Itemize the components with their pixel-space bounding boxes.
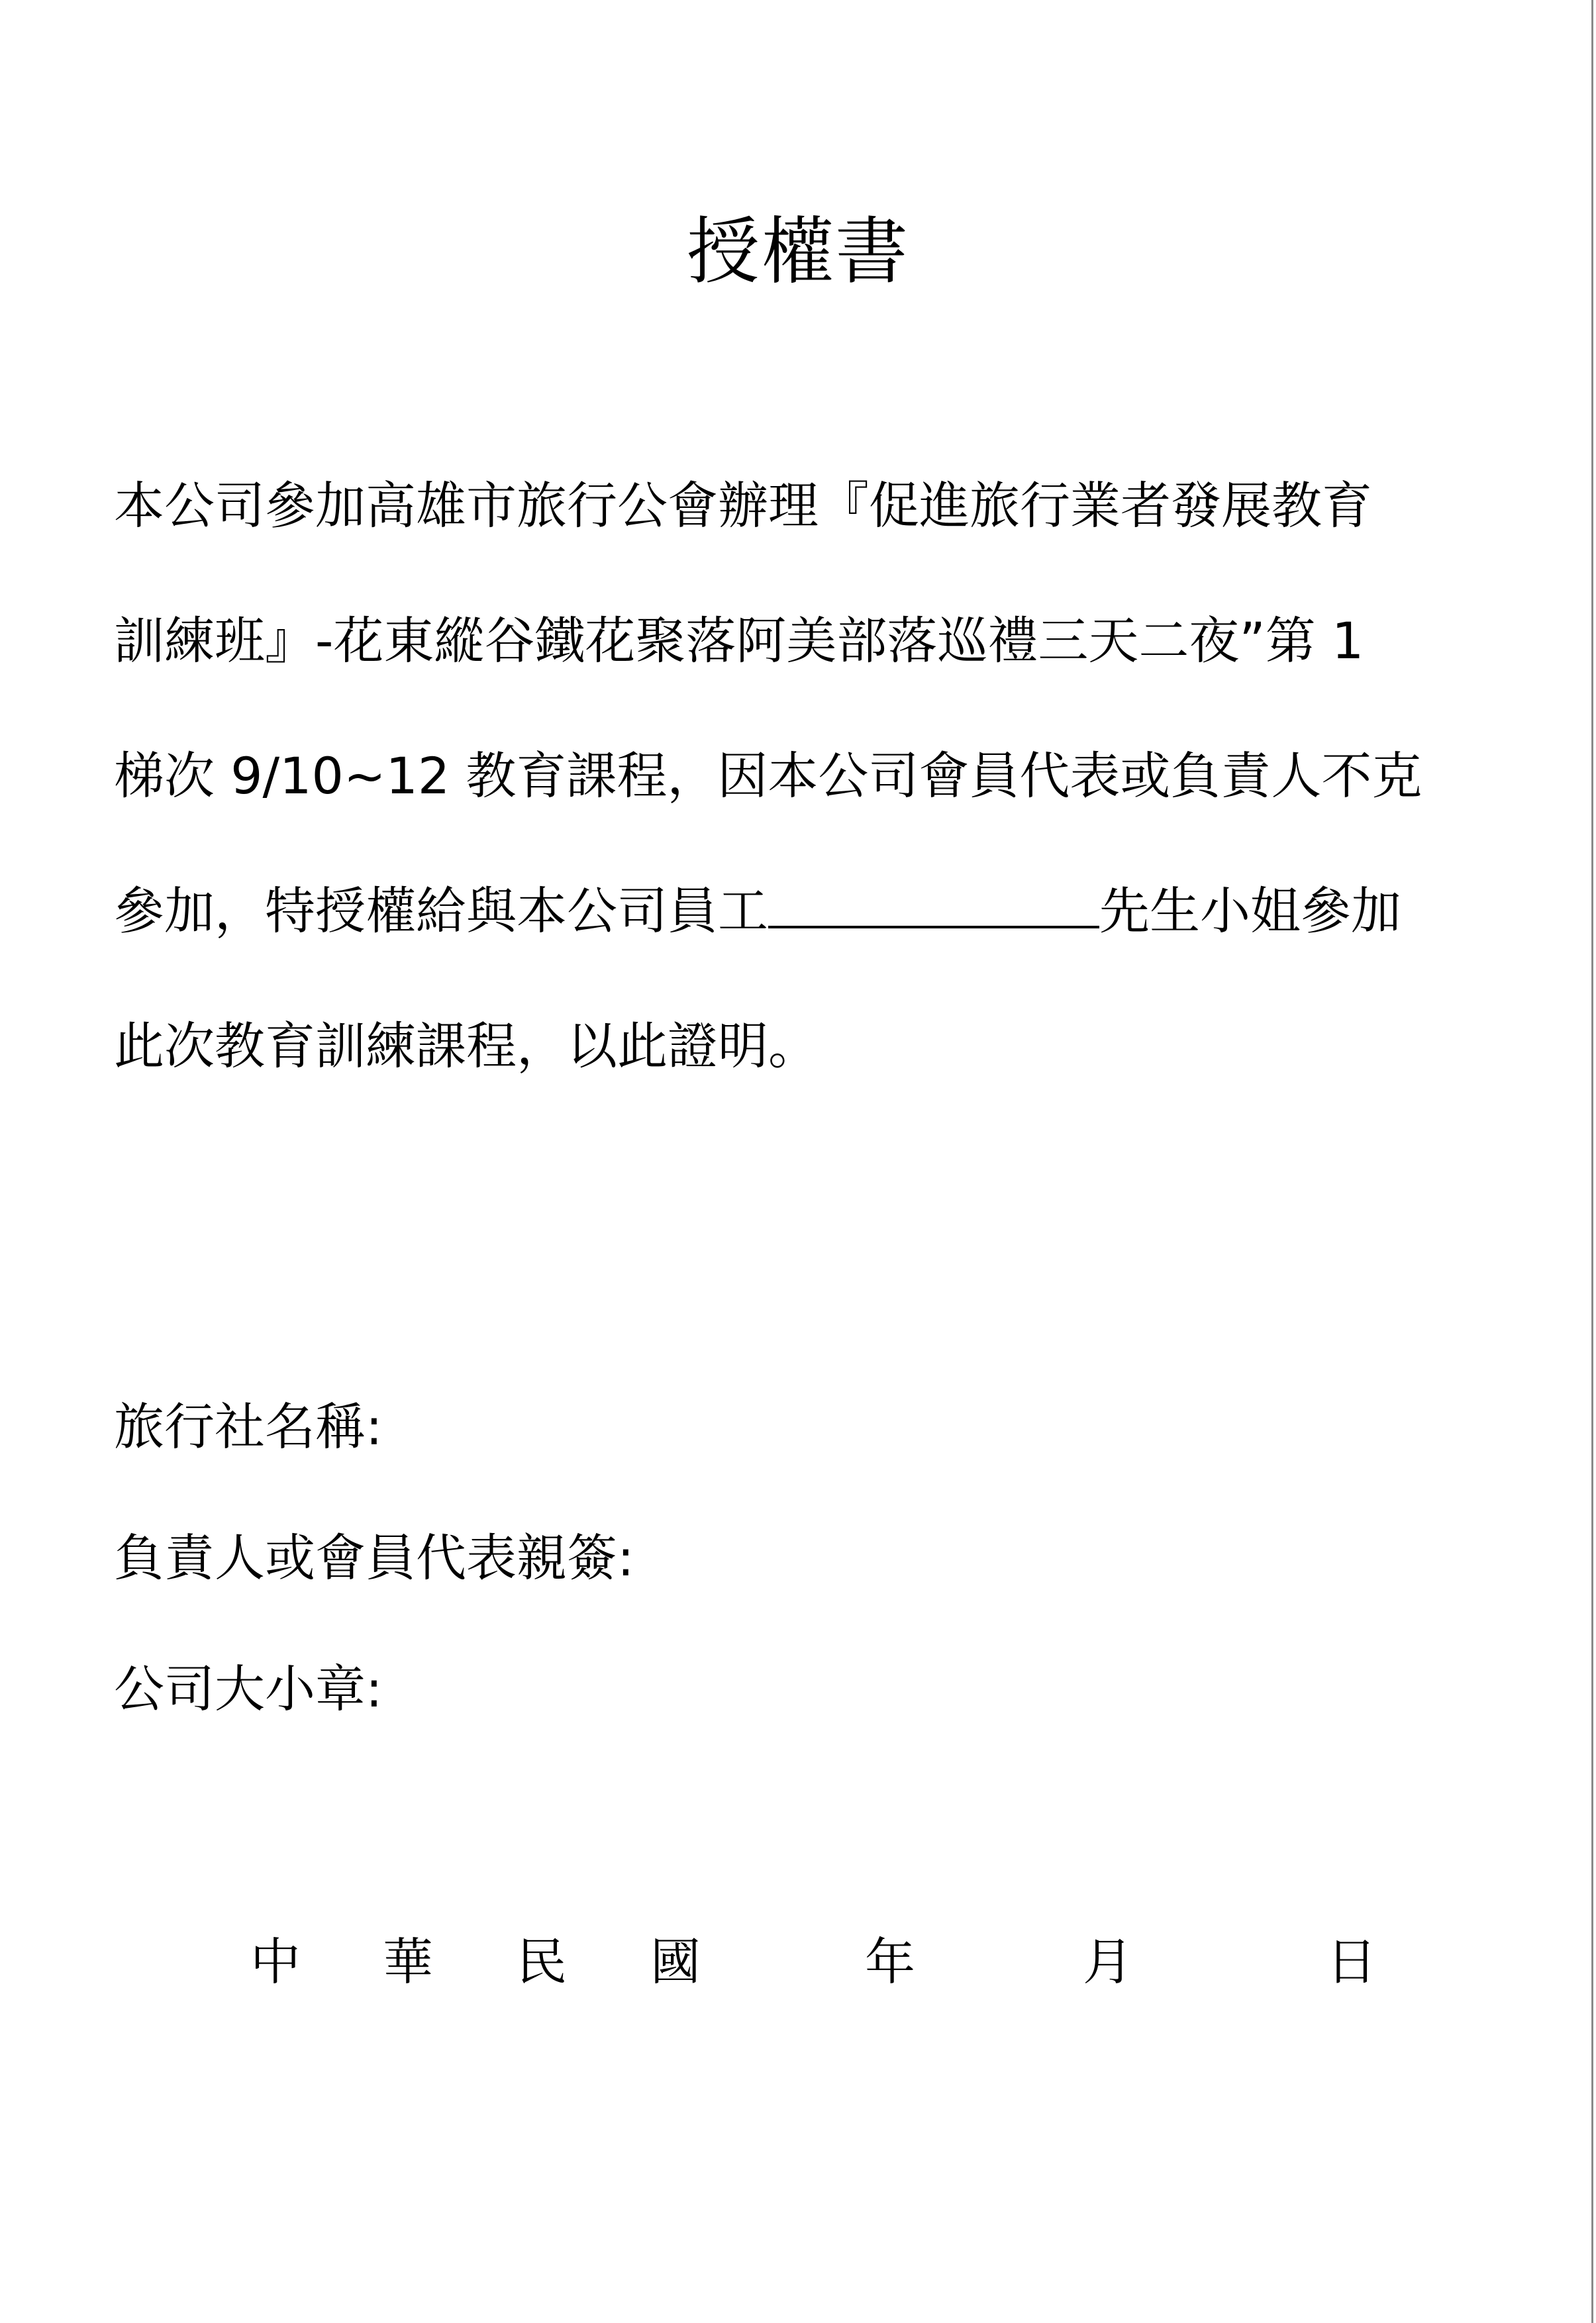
date-char-min: 民 [517, 1932, 567, 1991]
paragraph-line-5: 此次教育訓練課程，以此證明。 [114, 1016, 819, 1075]
paragraph-line-4-end: 先生小姐參加 [1099, 881, 1401, 940]
paragraph-line-3: 梯次 9/10~12 教育課程，因本公司會員代表或負責人不克 [114, 746, 1422, 805]
paragraph-line-1: 本公司參加高雄市旅行公會辦理『促進旅行業者發展教育 [114, 476, 1372, 535]
paragraph-line-4 [114, 844, 1462, 979]
paragraph-line-4-start: 參加，特授權給與本公司員工 [114, 881, 768, 940]
authorization-paragraph [114, 438, 1462, 1114]
date-year-label: 年 [865, 1932, 915, 1991]
date-day-label: 日 [1326, 1932, 1377, 1991]
date-char-guo: 國 [650, 1932, 701, 1991]
employee-name-blank[interactable] [768, 886, 1099, 928]
paragraph-line-2: 訓練班』-花東縱谷鐵花聚落阿美部落巡禮三天二夜”第 1 [114, 611, 1364, 670]
company-seal-label: 公司大小章: [114, 1659, 383, 1718]
signature-label: 負責人或會員代表親簽: [114, 1528, 634, 1587]
date-char-zhong: 中 [250, 1932, 301, 1991]
agency-name-label: 旅行社名稱: [114, 1397, 383, 1456]
page-edge-line [1591, 0, 1593, 2323]
date-month-label: 月 [1083, 1932, 1133, 1991]
date-char-hua: 華 [383, 1932, 433, 1991]
document-title: 授權書 [687, 209, 909, 294]
